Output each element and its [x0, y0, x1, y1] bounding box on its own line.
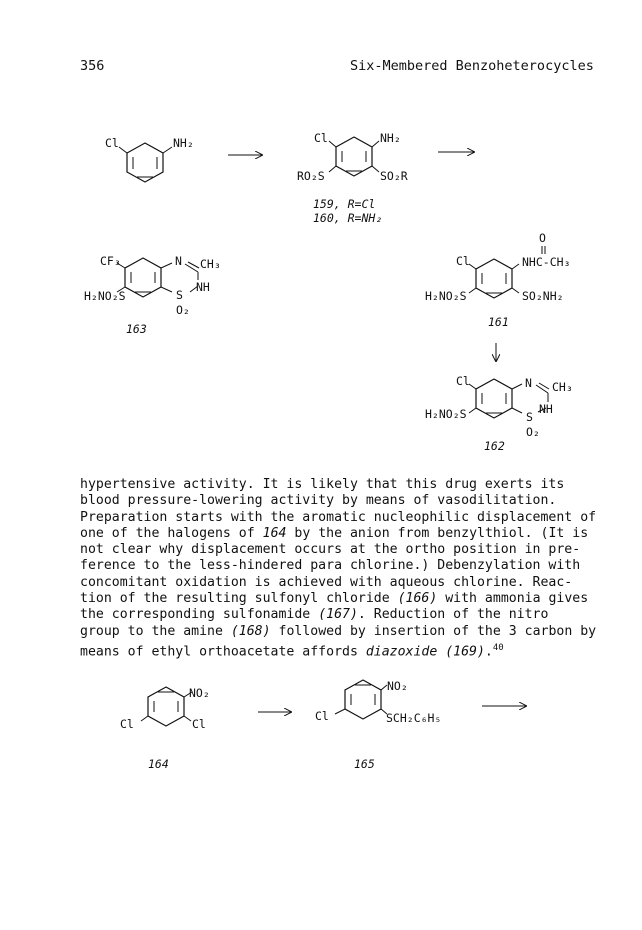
- text-line: concomitant oxidation is achieved with aqueous chlorine. Reac-: [80, 574, 573, 590]
- text-line: Preparation starts with the aromatic nucleophilic displacement of: [80, 509, 597, 525]
- text-line: group to the amine (168) followed by insertion of the 3 carbon by: [80, 623, 597, 639]
- atom-nh2: NH₂: [173, 136, 194, 150]
- group-ch3: CH₃: [200, 257, 221, 271]
- compound-ref: (168): [230, 623, 271, 639]
- structure-162: [425, 374, 573, 453]
- compound-label-163: 163: [126, 322, 147, 336]
- text-line: means of ethyl orthoacetate affords diazoxide (169).$^{40}$: [80, 642, 504, 660]
- text-line: not clear why displacement occurs at the ortho position in pre-: [80, 542, 581, 558]
- drug-name: diazoxide (169): [365, 644, 485, 660]
- compound-label-162: 162: [484, 439, 505, 453]
- group-nh: NH: [196, 280, 210, 294]
- atom-cl-right: Cl: [192, 717, 206, 731]
- group-so2r: SO₂R: [380, 169, 408, 183]
- atom-nh2: NH₂: [380, 131, 401, 145]
- group-h2no2s: H₂NO₂S: [425, 407, 467, 421]
- group-o2: O₂: [176, 303, 190, 317]
- structure-164: [120, 686, 210, 771]
- atom-n: N: [525, 376, 532, 390]
- atom-cl: Cl: [456, 374, 470, 388]
- atom-cl: Cl: [105, 136, 119, 150]
- atom-s: S: [176, 288, 183, 302]
- group-no2: NO₂: [189, 686, 210, 700]
- text-line: one of the halogens of 164 by the anion from benzylthiol. (It is: [80, 525, 589, 541]
- body-paragraph: [80, 477, 597, 661]
- group-h2no2s: H₂NO₂S: [84, 289, 126, 303]
- group-ro2s: RO₂S: [297, 169, 325, 183]
- text-line: hypertensive activity. It is likely that this drug exerts its: [80, 477, 565, 492]
- compound-ref: 164: [262, 525, 287, 541]
- text-line: tion of the resulting sulfonyl chloride (166) with ammonia gives: [80, 591, 589, 607]
- compound-ref: (166): [397, 591, 438, 607]
- page-number: 356: [80, 58, 105, 74]
- compound-label-160: 160, R=NH₂: [313, 211, 383, 225]
- atom-cl-left: Cl: [120, 717, 134, 731]
- structure-161: [425, 231, 570, 329]
- compound-label-159: 159, R=Cl: [313, 197, 376, 211]
- text-line: the corresponding sulfonamide (167). Reduction of the nitro: [80, 607, 549, 623]
- reference-superscript: 40: [492, 642, 504, 653]
- structure-163: [84, 254, 221, 336]
- group-cf3: CF₃: [100, 254, 121, 268]
- text-line: ference to the less-hindered para chlorine.) Debenzylation with: [80, 558, 581, 574]
- compound-label-164: 164: [148, 757, 169, 771]
- group-nh: NH: [539, 402, 553, 416]
- atom-cl: Cl: [314, 131, 328, 145]
- compound-label-165: 165: [354, 757, 375, 771]
- atom-o: O: [539, 231, 546, 245]
- atom-cl: Cl: [315, 709, 329, 723]
- running-title: Six-Membered Benzoheterocycles: [350, 58, 594, 74]
- group-o2: O₂: [526, 425, 540, 439]
- structure-159-160: [297, 131, 408, 225]
- group-amide: NHC-CH₃: [522, 255, 571, 269]
- atom-n: N: [175, 254, 182, 268]
- group-h2no2s: H₂NO₂S: [425, 289, 467, 303]
- group-no2: NO₂: [387, 679, 408, 693]
- group-ch3: CH₃: [552, 380, 573, 394]
- group-sch2c6h5: SCH₂C₆H₅: [386, 711, 442, 725]
- text-line: blood pressure-lowering activity by means of vasodilitation.: [80, 493, 557, 509]
- atom-cl: Cl: [456, 254, 470, 268]
- group-so2nh2: SO₂NH₂: [522, 289, 564, 303]
- atom-s: S: [526, 410, 533, 424]
- compound-label-161: 161: [488, 315, 509, 329]
- compound-ref: (167): [318, 607, 358, 623]
- structure-chloroaniline: [105, 136, 194, 182]
- structure-165: [315, 679, 441, 771]
